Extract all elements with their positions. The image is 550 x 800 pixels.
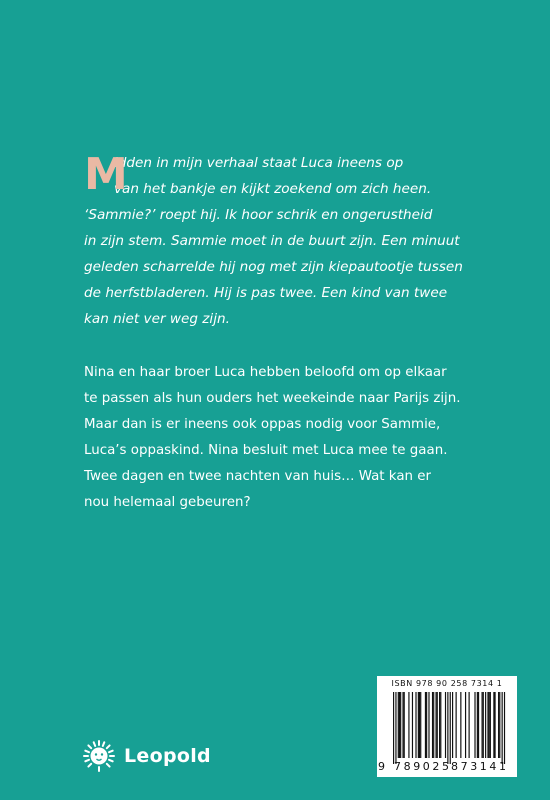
- blurb-line: Nina en haar broer Luca hebben beloofd om op elkaar: [84, 365, 447, 380]
- blurb-line: Twee dagen en twee nachten van huis… Wat kan er: [84, 469, 432, 484]
- barcode-bar: [402, 692, 403, 758]
- blurb-line: Luca’s oppaskind. Nina besluit met Luca mee te gaan.: [84, 443, 448, 458]
- barcode-bar: [460, 692, 461, 758]
- barcode-bar: [447, 692, 448, 764]
- publisher-name: Leopold: [124, 745, 211, 767]
- blurb-line: Maar dan is er ineens ook oppas nodig voor Sammie,: [84, 417, 441, 432]
- barcode-bar: [485, 692, 486, 758]
- barcode-bar: [474, 692, 475, 758]
- barcode-bar: [498, 692, 499, 758]
- barcode-bar: [418, 692, 419, 758]
- barcode-bar: [419, 692, 420, 758]
- barcode-bar: [483, 692, 484, 758]
- publisher-logo: [82, 739, 211, 773]
- barcode-bar: [425, 692, 426, 758]
- blurb-line: te passen als hun ouders het weekeinde naar Parijs zijn.: [84, 391, 461, 406]
- isbn-label: ISBN 978 90 258 7314 1: [391, 679, 503, 688]
- ean-digit-group: 9: [378, 760, 385, 773]
- lion-head-icon: [82, 739, 116, 773]
- barcode-bar: [440, 692, 441, 758]
- barcode-bar: [465, 692, 466, 758]
- barcode-bar: [489, 692, 490, 758]
- barcode: [377, 676, 517, 777]
- barcode-bar: [433, 692, 434, 758]
- barcode-bar: [499, 692, 500, 758]
- excerpt-line: geleden scharrelde hij nog met zijn kiepautootje tussen: [84, 259, 463, 275]
- barcode-bar: [478, 692, 479, 758]
- excerpt-line: idden in mijn verhaal staat Luca ineens op: [114, 155, 404, 171]
- barcode-bar: [400, 692, 401, 758]
- barcode-bar: [395, 692, 396, 764]
- barcode-bar: [469, 692, 470, 758]
- barcode-bar: [420, 692, 421, 758]
- dropcap-letter: M: [84, 149, 128, 200]
- barcode-bar: [432, 692, 433, 758]
- ean-digits: [377, 760, 517, 774]
- blurb-line: nou helemaal gebeuren?: [84, 495, 251, 510]
- barcode-bar: [452, 692, 453, 758]
- barcode-bar: [426, 692, 427, 758]
- barcode-bar: [408, 692, 409, 758]
- barcode-bar: [412, 692, 413, 758]
- barcode-bar: [399, 692, 400, 758]
- barcode-bar: [393, 692, 394, 764]
- excerpt-line: van het bankje en kijkt zoekend om zich heen.: [114, 181, 432, 197]
- barcode-bar: [435, 692, 436, 758]
- barcode-bar: [398, 692, 399, 758]
- barcode-bar: [439, 692, 440, 758]
- ean-digit-group: 789025: [394, 760, 452, 773]
- excerpt-line: de herfstbladeren. Hij is pas twee. Een kind van twee: [84, 285, 448, 301]
- barcode-bar: [404, 692, 405, 758]
- barcode-bar: [482, 692, 483, 758]
- barcode-bar: [502, 692, 503, 764]
- barcode-bar: [428, 692, 429, 758]
- barcode-bar: [494, 692, 495, 758]
- excerpt-line: ‘Sammie?’ roept hij. Ik hoor schrik en ongerustheid: [84, 207, 433, 223]
- blurb: [84, 360, 524, 516]
- barcode-bar: [493, 692, 494, 758]
- ean-digit-group: 873141: [451, 760, 509, 773]
- excerpt: [84, 150, 484, 332]
- barcode-bar: [504, 692, 505, 764]
- barcode-bar: [445, 692, 446, 758]
- excerpt-line: in zijn stem. Sammie moet in de buurt zijn. Een minuut: [84, 233, 460, 249]
- barcode-bar: [450, 692, 451, 764]
- barcode-bar: [437, 692, 438, 758]
- excerpt-line: kan niet ver weg zijn.: [84, 311, 230, 327]
- barcode-bar: [415, 692, 416, 758]
- barcode-bar: [477, 692, 478, 758]
- barcode-bar: [487, 692, 488, 758]
- barcode-bar: [490, 692, 491, 758]
- barcode-bars: [385, 692, 511, 764]
- barcode-bar: [456, 692, 457, 758]
